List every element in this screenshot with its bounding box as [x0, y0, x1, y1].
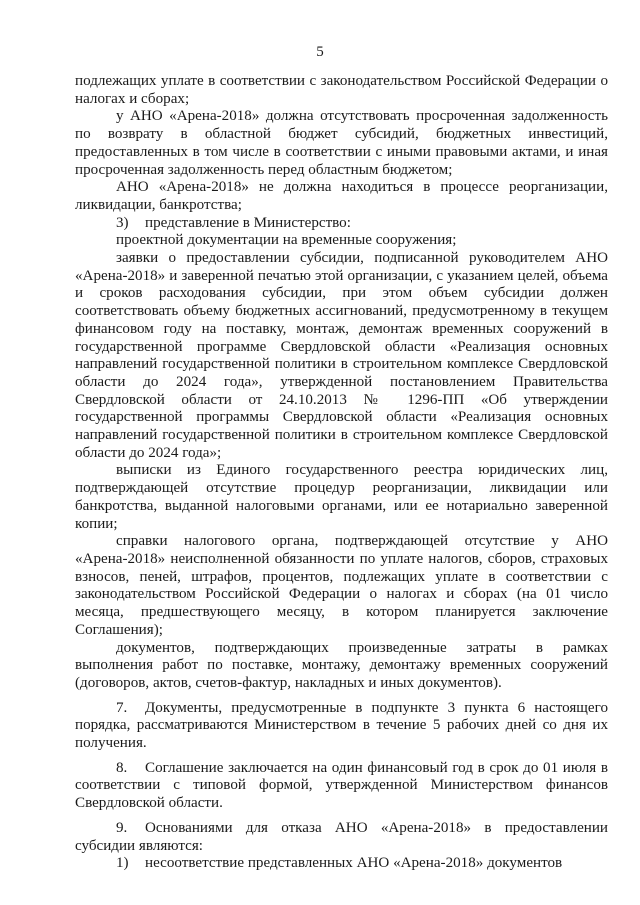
paragraph: выписки из Единого государственного реестра юридических лиц, подтверждающей отсутствие процедур реорганизации, ликвидации или банкротства, выданной налоговыми органами, или ее нотариально заверенной копии;: [75, 462, 608, 532]
list-number: 9.: [116, 819, 128, 836]
list-number: 8.: [116, 759, 128, 776]
paragraph-text: представление в Министерство:: [145, 214, 351, 231]
list-number: 3): [116, 214, 129, 231]
paragraph: заявки о предоставлении субсидии, подписанной руководителем АНО «Арена-2018» и заверенной печатью этой организации, с указанием целей, объема и сроков расходования субсидии, при этом объем субсидии должен соответствовать объему бюджетных ассигнований, предусмотренному в текущем финансовом году на поставку, монтаж, демонтаж временных сооружений в государственной программе Свердловской области «Реализация основных направлений государственной политики в строительном комплексе Свердловской области до 2024 года», утвержденной постановлением Правительства Свердловской области от 24.10.2013 № 1296-ПП «Об утверждении государственной программы Свердловской области «Реализация основных направлений государственной политики в строительном комплексе Свердловской области до 2024 года»;: [75, 250, 608, 461]
paragraph: АНО «Арена-2018» не должна находиться в процессе реорганизации, ликвидации, банкротства;: [75, 179, 608, 213]
numbered-paragraph: [75, 760, 608, 813]
paragraph: у АНО «Арена-2018» должна отсутствовать просроченная задолженность по возврату в областной бюджет субсидий, бюджетных инвестиций, предоставленных в том числе в соответствии с иными правовыми актами, и иная просроченная задолженность перед областным бюджетом;: [75, 108, 608, 178]
list-number: 1): [116, 855, 129, 872]
list-number: 7.: [116, 699, 128, 716]
numbered-paragraph: [75, 215, 608, 233]
document-body: [75, 73, 608, 873]
paragraph-text: несоответствие представленных АНО «Арена-2018» документов: [145, 855, 563, 872]
paragraph: справки налогового органа, подтверждающей отсутствие у АНО «Арена-2018» неисполненной обязанности по уплате налогов, сборов, страховых взносов, пеней, штрафов, процентов, подлежащих уплате в соответствии с законодательством Российской Федерации о налогах и сборах (на 01 число месяца, предшествующего месяцу, в котором планируется заключение Соглашения);: [75, 533, 608, 638]
paragraph: документов, подтверждающих произведенные затраты в рамках выполнения работ по поставке, монтажу, демонтажу временных сооружений (договоров, актов, счетов-фактур, накладных и иных документов).: [75, 639, 608, 691]
paragraph-text: Документы, предусмотренные в подпункте 3 пункта 6 настоящего порядка, рассматриваются Министерством в течение 5 рабочих дней со дня их получения.: [75, 699, 608, 752]
paragraph: подлежащих уплате в соответствии с законодательством Российской Федерации о налогах и сборах;: [75, 73, 608, 107]
numbered-paragraph: [75, 855, 608, 873]
numbered-paragraph: [75, 820, 608, 855]
numbered-paragraph: [75, 700, 608, 753]
page-number: 5: [316, 44, 324, 60]
paragraph-text: Соглашение заключается на один финансовый год в срок до 01 июля в соответствии с типовой формой, утвержденной Министерством финансов Свердловской области.: [75, 759, 608, 812]
paragraph-text: Основаниями для отказа АНО «Арена-2018» в предоставлении субсидии являются:: [75, 819, 608, 854]
paragraph: проектной документации на временные сооружения;: [116, 232, 457, 249]
